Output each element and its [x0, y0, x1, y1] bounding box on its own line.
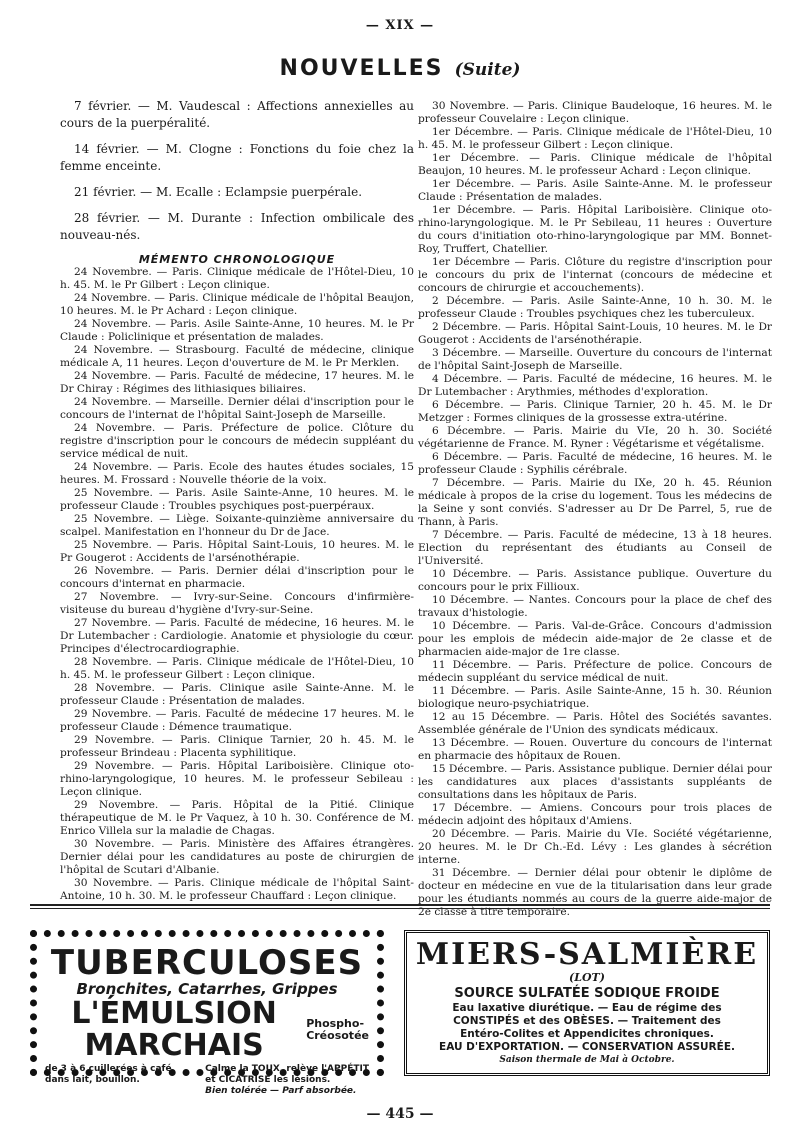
ad-product-side: Phospho- Créosotée: [306, 1017, 369, 1042]
entry: 30 Novembre. — Paris. Ministère des Affaires étrangères. Dernier délai pour les candidatures au poste de chirurgien de l'hôpital de Scutari d'Albanie.: [60, 838, 414, 876]
ad-line-5: CONSTIPÉS et des OBÈSES. — Traitement des: [453, 1015, 721, 1027]
entry: 10 Décembre. — Nantes. Concours pour la place de chef des travaux d'histologie.: [418, 594, 772, 619]
entry: 24 Novembre. — Paris. Clinique médicale de l'hôpital Beaujon, 10 heures. M. le Pr Achard : Leçon clinique.: [60, 292, 414, 317]
entry: 24 Novembre. — Paris. Ecole des hautes études sociales, 15 heures. M. Frossard : Nouvelle théorie de la voix.: [60, 461, 414, 486]
ad-product-name: L'ÉMULSION MARCHAIS: [71, 996, 277, 1063]
entry: 10 Décembre. — Paris. Val-de-Grâce. Concours d'admission pour les emplois de médecin aide-major de 2e classe et de pharmacien aide-major de 1re classe.: [418, 620, 772, 658]
entry: 29 Novembre. — Paris. Hôpital Lariboisière. Clinique oto-rhino-laryngologique, 10 heures. M. le professeur Sebileau : Leçon clinique.: [60, 760, 414, 798]
ad-miers-salmiere: [404, 930, 770, 1076]
entry: 11 Décembre. — Paris. Préfecture de police. Concours de médecin suppléant du service médical de nuit.: [418, 659, 772, 684]
entry: 25 Novembre. — Paris. Asile Sainte-Anne, 10 heures. M. le professeur Claude : Troubles psychiques post-puerpéraux.: [60, 487, 414, 512]
left-entries: [60, 266, 414, 903]
entry: 12 au 15 Décembre. — Paris. Hôtel des Sociétés savantes. Assemblée générale de l'Union des syndicats médicaux.: [418, 711, 772, 736]
ad-title: TUBERCULOSES: [50, 943, 364, 983]
ad-season: Saison thermale de Mai à Octobre.: [499, 1055, 675, 1065]
entry: 13 Décembre. — Rouen. Ouverture du concours de l'internat en pharmacie des hôpitaux de Rouen.: [418, 737, 772, 762]
entry: 6 Décembre. — Paris. Faculté de médecine, 16 heures. M. le professeur Claude : Syphilis cérébrale.: [418, 451, 772, 476]
ad-claims: [205, 1064, 369, 1097]
entry: 29 Novembre. — Paris. Clinique Tarnier, 20 h. 45. M. le professeur Brindeau : Placenta syphilitique.: [60, 734, 414, 759]
entry: 29 Novembre. — Paris. Hôpital de la Pitié. Clinique thérapeutique de M. le Pr Vaquez, à 10 h. 30. Conférence de M. Enrico Villela sur la maladie de Chagas.: [60, 799, 414, 837]
entry: 7 Décembre. — Paris. Mairie du IXe, 20 h. 45. Réunion médicale à propos de la crise du logement. Tous les médecins de la Seine y sont conviés. S'adresser au Dr De Parrel, 5, rue de Thann, à Paris.: [418, 477, 772, 528]
ad-divider-thin: [30, 908, 770, 909]
entry: 1er Décembre. — Paris. Clinique médicale de l'Hôtel-Dieu, 10 h. 45. M. le professeur Gilbert : Leçon clinique.: [418, 126, 772, 151]
entry: 11 Décembre. — Paris. Asile Sainte-Anne, 15 h. 30. Réunion biologique neuro-psychiatrique.: [418, 685, 772, 710]
entry: 25 Novembre. — Paris. Hôpital Saint-Louis, 10 heures. M. le Pr Gougerot : Accidents de l'arsénothérapie.: [60, 539, 414, 564]
entry: 24 Novembre. — Paris. Faculté de médecine, 17 heures. M. le Dr Chiray : Régimes des lithiasiques biliaires.: [60, 370, 414, 395]
section-subtitle: (Suite): [454, 60, 521, 80]
ad-product-row: [45, 998, 369, 1062]
roman-page-number: — XIX —: [365, 18, 435, 33]
entry: 2 Décembre. — Paris. Asile Sainte-Anne, 10 h. 30. M. le professeur Claude : Troubles psychiques chez les tuberculeux.: [418, 295, 772, 320]
entry: 24 Novembre. — Paris. Asile Sainte-Anne, 10 heures. M. le Pr Claude : Policlinique et présentation de malades.: [60, 318, 414, 343]
right-column: [418, 100, 772, 919]
entry: 1er Décembre. — Paris. Asile Sainte-Anne. M. le professeur Claude : Présentation de malades.: [418, 178, 772, 203]
entry: 26 Novembre. — Paris. Dernier délai d'inscription pour le concours d'internat en pharmacie.: [60, 565, 414, 590]
right-entries: [418, 100, 772, 919]
ad-location: (LOT): [569, 971, 605, 984]
entry: 24 Novembre. — Marseille. Dernier délai d'inscription pour le concours de l'internat de l'hôpital Saint-Joseph de Marseille.: [60, 396, 414, 421]
entry: 1er Décembre. — Paris. Clinique médicale de l'hôpital Beaujon, 10 heures. M. le professeur Achard : Leçon clinique.: [418, 152, 772, 177]
section-heading: [0, 56, 800, 81]
entry: 7 Décembre. — Paris. Faculté de médecine, 13 à 18 heures. Election du représentant des étudiants au Conseil de l'Université.: [418, 529, 772, 567]
ad-line-4: Eau laxative diurétique. — Eau de régime des: [452, 1002, 722, 1014]
entry: 10 Décembre. — Paris. Assistance publique. Ouverture du concours pour le prix Fillioux.: [418, 568, 772, 593]
entry: 3 Décembre. — Marseille. Ouverture du concours de l'internat de l'hôpital Saint-Joseph de Marseille.: [418, 347, 772, 372]
entry: 29 Novembre. — Paris. Faculté de médecine 17 heures. M. le professeur Claude : Démence traumatique.: [60, 708, 414, 733]
entry: 24 Novembre. — Paris. Préfecture de police. Clôture du registre d'inscription pour le concours de médecin suppléant du service médical de nuit.: [60, 422, 414, 460]
entry: 20 Décembre. — Paris. Mairie du VIe. Société végétarienne, 20 heures. M. le Dr Ch.-Ed. Lévy : Les glandes à sécrétion interne.: [418, 828, 772, 866]
memento-title: MÉMENTO CHRONOLOGIQUE: [138, 253, 336, 266]
entry: 7 février. — M. Vaudescal : Affections annexielles au cours de la puerpéralité.: [60, 99, 414, 130]
entry: 24 Novembre. — Strasbourg. Faculté de médecine, clinique médicale A, 11 heures. Leçon d'ouverture de M. le Pr Merklen.: [60, 344, 414, 369]
entry: 27 Novembre. — Paris. Faculté de médecine, 16 heures. M. le Dr Lutembacher : Cardiologie. Anatomie et physiologie du cœur. Principes d'électrocardiographie.: [60, 617, 414, 655]
ad-claim-3: Bien tolérée — Parf absorbée.: [205, 1086, 357, 1096]
entry: 4 Décembre. — Paris. Faculté de médecine, 16 heures. M. le Dr Lutembacher : Arythmies, méthodes d'exploration.: [418, 373, 772, 398]
entry: 24 Novembre. — Paris. Clinique médicale de l'Hôtel-Dieu, 10 h. 45. M. le Pr Gilbert : Leçon clinique.: [60, 266, 414, 291]
section-title: NOUVELLES: [279, 56, 444, 81]
entry: 17 Décembre. — Amiens. Concours pour trois places de médecin adjoint des hôpitaux d'Amiens.: [418, 802, 772, 827]
entry: 21 février. — M. Ecalle : Eclampsie puerpérale.: [74, 185, 363, 199]
entry: 2 Décembre. — Paris. Hôpital Saint-Louis, 10 heures. M. le Dr Gougerot : Accidents de l'arsénothérapie.: [418, 321, 772, 346]
entry: 1er Décembre. — Paris. Hôpital Lariboisière. Clinique oto-rhino-laryngologique. M. le Pr Sebileau, 11 heures : Ouverture du cours d'initiation oto-rhino-laryngologique par MM. Bonnet-Roy, Truffert, Chatellier.: [418, 204, 772, 255]
ad-divider: [30, 904, 770, 906]
entry: 30 Novembre. — Paris. Clinique médicale de l'hôpital Saint-Antoine, 10 h. 30. M. le professeur Chauffard : Leçon clinique.: [60, 877, 414, 902]
entry: 25 Novembre. — Liège. Soixante-quinzième anniversaire du scalpel. Manifestation en l'honneur du Dr de Jace.: [60, 513, 414, 538]
entry: 30 Novembre. — Paris. Clinique Baudeloque, 16 heures. M. le professeur Couvelaire : Leçon clinique.: [418, 100, 772, 125]
entry: 28 février. — M. Durante : Infection ombilicale des nouveau-nés.: [60, 211, 414, 242]
ad-dosage: de 3 à 6 cuillerées à café dans lait, bouillon.: [45, 1064, 172, 1085]
entry: 1er Décembre — Paris. Clôture du registre d'inscription pour le concours du prix de l'internat (concours de médecine et concours de chirurgie et accouchements).: [418, 256, 772, 294]
ad-bottom: [45, 1064, 369, 1097]
entry: 31 Décembre. — Dernier délai pour obtenir le diplôme de docteur en médecine en vue de la titularisation dans leur grade pour les étudiants nommés au cours de la guerre aide-major de 2e classe à titre temporaire.: [418, 867, 772, 918]
ad-line-6: Entéro-Colites et Appendicites chroniques.: [460, 1028, 714, 1040]
ad-claim-2: et CICATRISE les lésions.: [205, 1075, 331, 1085]
ad-claim-1: Calme la TOUX, relève l'APPÉTIT: [205, 1064, 369, 1074]
entry: 14 février. — M. Clogne : Fonctions du foie chez la femme enceinte.: [60, 142, 414, 173]
entry: 28 Novembre. — Paris. Clinique asile Sainte-Anne. M. le professeur Claude : Présentation de malades.: [60, 682, 414, 707]
ad-line-7: EAU D'EXPORTATION. — CONSERVATION ASSURÉE.: [439, 1041, 735, 1053]
ad-tuberculoses: [30, 930, 384, 1096]
ad-brand: MIERS-SALMIÈRE: [415, 937, 759, 972]
entry: 6 Décembre. — Paris. Mairie du VIe, 20 h. 30. Société végétarienne de France. M. Ryner : Végétarisme et végétalisme.: [418, 425, 772, 450]
entry: 27 Novembre. — Ivry-sur-Seine. Concours d'infirmière-visiteuse du bureau d'hygiène d'Ivry-sur-Seine.: [60, 591, 414, 616]
ad-source: SOURCE SULFATÉE SODIQUE FROIDE: [454, 986, 720, 1001]
entry: 15 Décembre. — Paris. Assistance publique. Dernier délai pour les candidatures aux places d'assistants suppléants de consultations dans les hôpitaux de Paris.: [418, 763, 772, 801]
left-column: [60, 98, 414, 903]
entry: 6 Décembre. — Paris. Clinique Tarnier, 20 h. 45. M. le Dr Metzger : Formes cliniques de la grossesse extra-utérine.: [418, 399, 772, 424]
page-number: — 445 —: [366, 1106, 434, 1122]
intro-list: [60, 98, 414, 244]
ad-subtitle: Bronchites, Catarrhes, Grippes: [76, 980, 338, 998]
entry: 28 Novembre. — Paris. Clinique médicale de l'Hôtel-Dieu, 10 h. 45. M. le professeur Gilbert : Leçon clinique.: [60, 656, 414, 681]
